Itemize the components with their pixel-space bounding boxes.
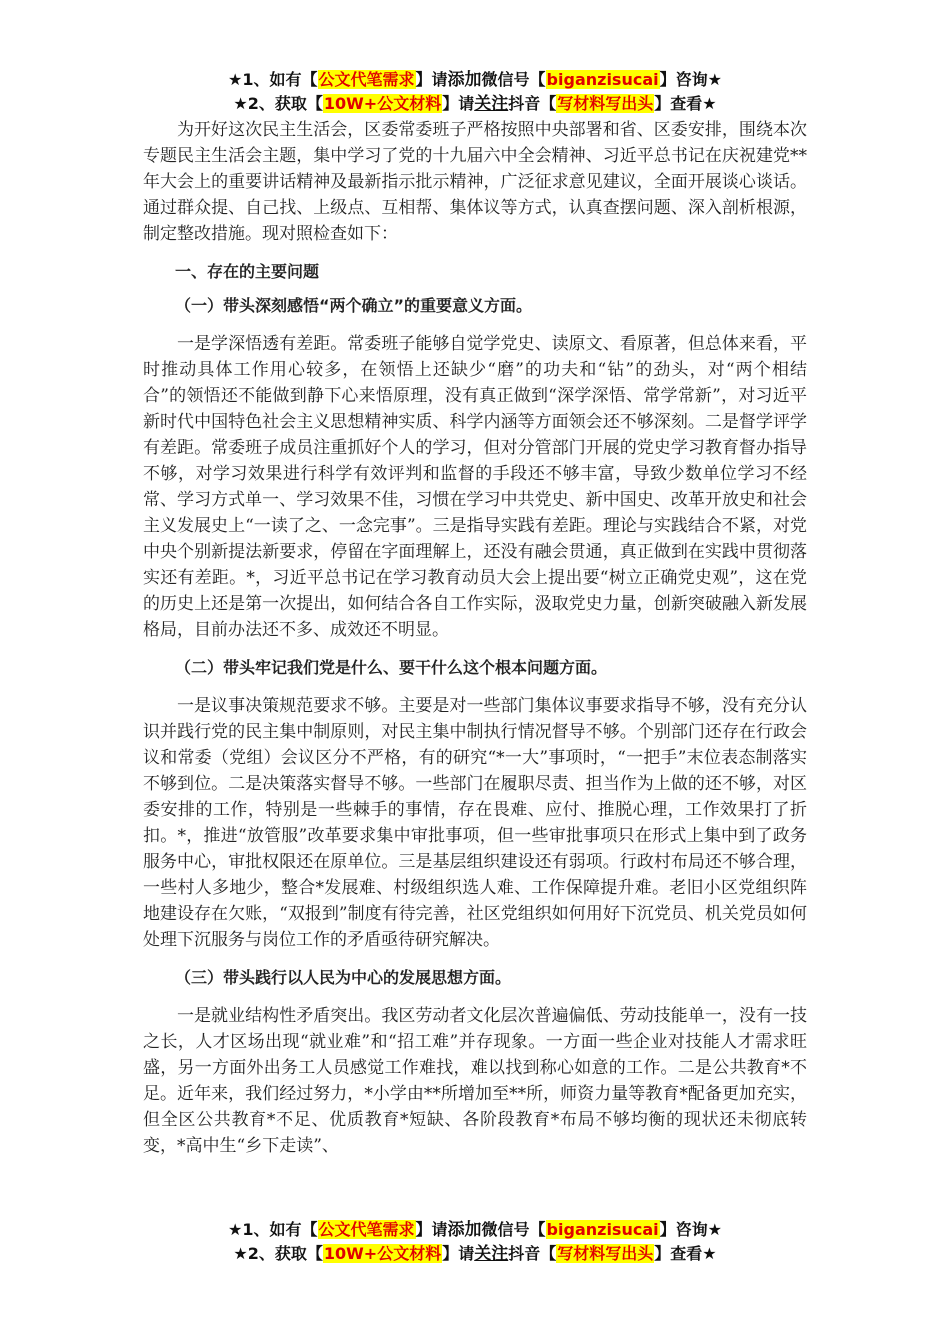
promo-highlight: 10W+公文材料 [323,1244,442,1263]
promo-text: 抖音【 [508,1244,557,1263]
body-paragraph: 一是议事决策规范要求不够。主要是对一些部门集体议事要求指导不够，没有充分认识并践行党的民主集中制原则，对民主集中制执行情况督导不够。个别部门还存在行政会议和常委（党组）会议区分不严格，有的研究“*一大”事项时，“一把手”末位表态制落实不够到位。二是决策落实督导不够。一些部门在履职尽责、担当作为上做的还不够，对区委安排的工作，特别是一些棘手的事情，存在畏难、应付、推脱心理，工作效果打了折扣。*，推进“放管服”改革要求集中审批事项，但一些审批事项只在形式上集中到了政务服务中心，审批权限还在原单位。三是基层组织建设还有弱项。行政村布局还不够合理，一些村人多地少，整合*发展难、村级组织选人难、工作保障提升难。老旧小区党组织阵地建设存在欠账，“双报到”制度有待完善，社区党组织如何用好下沉党员、机关党员如何处理下沉服务与岗位工作的矛盾亟待研究解决。 [143,696,807,950]
promo-emphasis: 关注 [474,1244,509,1264]
section-heading: 一、存在的主要问题 [175,262,320,281]
promo-highlight: biganzisucai [546,1220,659,1239]
promo-highlight: biganzisucai [546,70,659,89]
intro-paragraph: 为开好这次民主生活会，区委常委班子严格按照中央部署和省、区委安排，围绕本次专题民主生活会主题，集中学习了党的十九届六中全会精神、习近平总书记在庆祝建党**年大会上的重要讲话精神及最新指示批示精神，广泛征求意见建议，全面开展谈心谈话。通过群众提、自己找、上级点、互相帮、集体议等方式，认真查摆问题、深入剖析根源，制定整改措施。现对照检查如下： [143,120,807,244]
promo-text: ★2、获取【 [233,1244,323,1263]
promo-text: 】咨询★ [659,70,722,89]
promo-highlight: 公文代笔需求 [318,1220,415,1239]
promo-text: 】请 [442,1244,475,1263]
promo-line-1 [0,1218,950,1242]
promo-text: 抖音【 [508,94,557,113]
promo-text: 】请 [415,1220,448,1239]
promo-text: 微信号【 [481,1220,546,1239]
promo-line-2 [0,92,950,116]
promo-text: 微信号【 [481,70,546,89]
promo-banner-top [0,68,950,116]
subsection-heading: （一）带头深刻感悟“两个确立”的重要意义方面。 [175,296,533,315]
promo-highlight: 10W+公文材料 [323,94,442,113]
body-paragraph: 一是学深悟透有差距。常委班子能够自觉学党史、读原文、看原著，但总体来看，平时推动具体工作用心较多，在领悟上还缺少“磨”的功夫和“钻”的劲头，对“两个相结合”的领悟还不能做到静下心来悟原理，没有真正做到“深学深悟、常学常新”，对习近平新时代中国特色社会主义思想精神实质、科学内涵等方面领会还不够深刻。二是督学评学有差距。常委班子成员注重抓好个人的学习，但对分管部门开展的党史学习教育督办指导不够，对学习效果进行科学有效评判和监督的手段还不够丰富，导致少数单位学习不经常、学习方式单一、学习效果不佳，习惯在学习中共党史、新中国史、改革开放史和社会主义发展史上“一读了之、一念完事”。三是指导实践有差距。理论与实践结合不紧，对党中央个别新提法新要求，停留在字面理解上，还没有融会贯通，真正做到在实践中贯彻落实还有差距。*，习近平总书记在学习教育动员大会上提出要“树立正确党史观”，这在党的历史上还是第一次提出，如何结合各自工作实际，汲取党史力量，创新突破融入新发展格局，目前办法还不多、成效还不明显。 [143,334,807,640]
subsection-heading: （三）带头践行以人民为中心的发展思想方面。 [175,968,512,987]
promo-line-2 [0,1242,950,1266]
promo-line-1 [0,68,950,92]
promo-text: 】查看★ [654,1244,717,1263]
promo-highlight: 写材料写出头 [557,94,654,113]
promo-highlight: 公文代笔需求 [318,70,415,89]
body-paragraph: 一是就业结构性矛盾突出。我区劳动者文化层次普遍偏低、劳动技能单一，没有一技之长，人才区场出现“就业难”和“招工难”并存现象。一方面一些企业对技能人才需求旺盛，另一方面外出务工人员感觉工作难找，难以找到称心如意的工作。二是公共教育*不足。近年来，我们经过努力，*小学由**所增加至**所，师资力量等教育*配备更加充实，但全区公共教育*不足、优质教育*短缺、各阶段教育*布局不够均衡的现状还未彻底转变，*高中生“乡下走读”、 [143,1006,807,1156]
promo-emphasis: 关注 [474,94,509,114]
promo-text: ★1、如有【 [228,1220,318,1239]
subsection-heading: （二）带头牢记我们党是什么、要干什么这个根本问题方面。 [175,658,608,677]
document-body [143,117,807,1159]
promo-highlight: 写材料写出头 [557,1244,654,1263]
promo-text: ★1、如有【 [228,70,318,89]
promo-text: ★2、获取【 [233,94,323,113]
promo-text: 】咨询★ [659,1220,722,1239]
promo-text: 】查看★ [654,94,717,113]
promo-emphasis: 添加 [447,1220,482,1240]
promo-text: 】请 [442,94,475,113]
promo-emphasis: 添加 [447,70,482,90]
promo-banner-bottom [0,1218,950,1266]
promo-text: 】请 [415,70,448,89]
